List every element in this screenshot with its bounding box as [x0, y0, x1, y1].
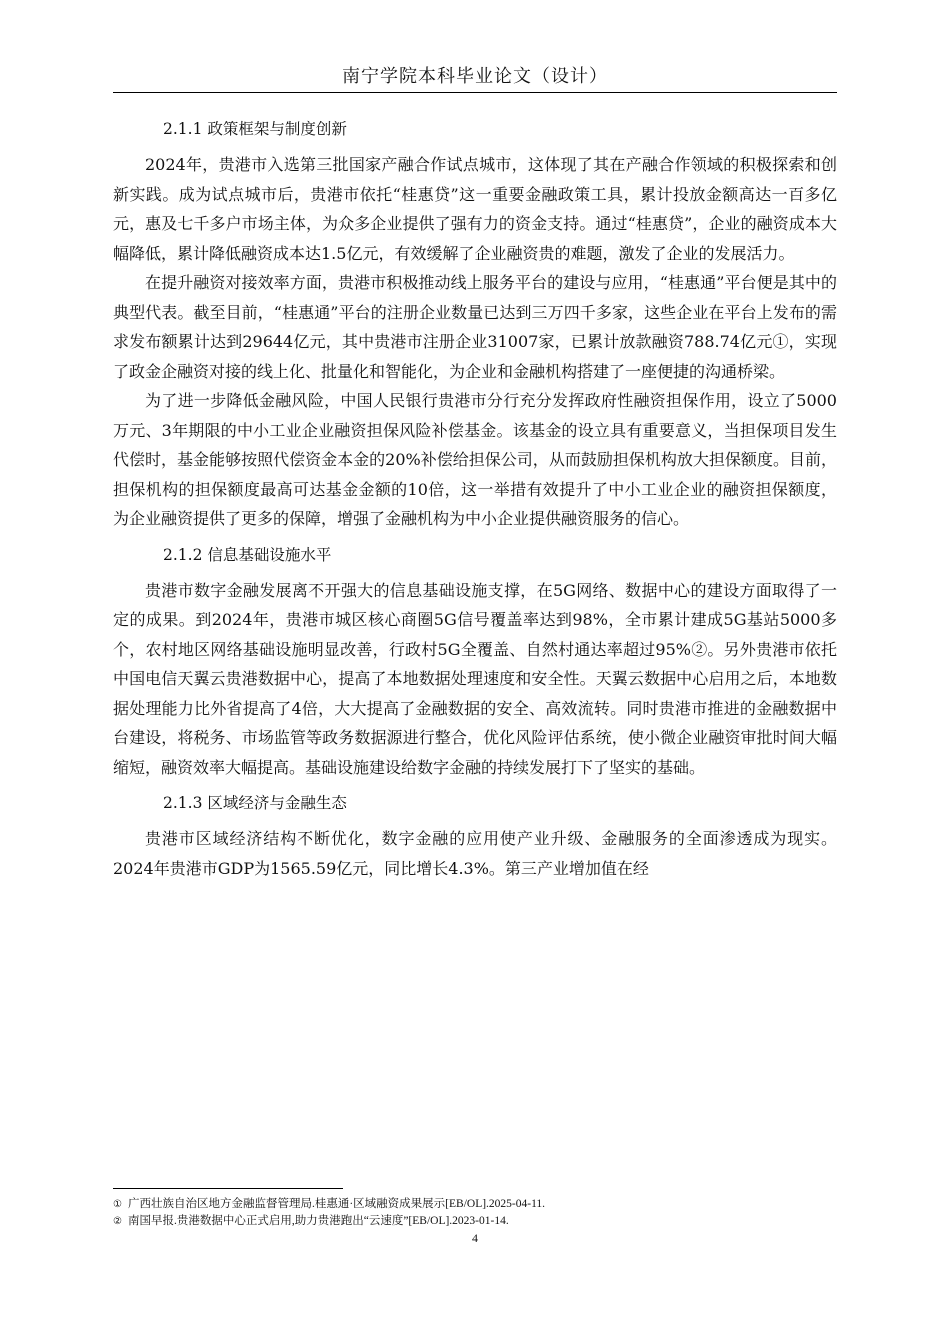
footnote-mark: ①	[113, 1199, 122, 1210]
section-heading: 2.1.1 政策框架与制度创新	[163, 120, 347, 138]
paragraph: 2024年，贵港市入选第三批国家产融合作试点城市，这体现了其在产融合作领域的积极探索和创新实践。成为试点城市后，贵港市依托“桂惠贷”这一重要金融政策工具，累计投放金额高达一百多亿元，惠及七千多户市场主体，为众多企业提供了强有力的资金支持。通过“桂惠贷”，企业的融资成本大幅降低，累计降低融资成本达1.5亿元，有效缓解了企业融资贵的难题，激发了企业的发展活力。	[113, 155, 837, 263]
paper-body	[113, 112, 837, 883]
footnote-item	[113, 1196, 837, 1213]
footnote-text: 广西壮族自治区地方金融监督管理局.桂惠通·区域融资成果展示[EB/OL].2025-04-11.	[127, 1198, 546, 1210]
section-2-1-1	[113, 112, 837, 534]
paragraph: 在提升融资对接效率方面，贵港市积极推动线上服务平台的建设与应用，“桂惠通”平台便是其中的典型代表。截至目前，“桂惠通”平台的注册企业数量已达到三万四千多家，这些企业在平台上发布的需求发布额累计达到29644亿元，其中贵港市注册企业31007家，已累计放款融资788.74亿元①，实现了政金企融资对接的线上化、批量化和智能化，为企业和金融机构搭建了一座便捷的沟通桥梁。	[113, 273, 837, 381]
paragraph: 贵港市数字金融发展离不开强大的信息基础设施支撑，在5G网络、数据中心的建设方面取得了一定的成果。到2024年，贵港市城区核心商圈5G信号覆盖率达到98%，全市累计建成5G基站5000多个，农村地区网络基础设施明显改善，行政村5G全覆盖、自然村通达率超过95%②。另外贵港市依托中国电信天翼云贵港数据中心，提高了本地数据处理速度和安全性。天翼云数据中心启用之后，本地数据处理能力比外省提高了4倍，大大提高了金融数据的安全、高效流转。同时贵港市推进的金融数据中台建设，将税务、市场监管等政务数据源进行整合，优化风险评估系统，使小微企业融资审批时间大幅缩短，融资效率大幅提高。基础设施建设给数字金融的持续发展打下了坚实的基础。	[113, 580, 837, 777]
page-number: 4	[472, 1231, 478, 1245]
section-2-1-2	[113, 538, 837, 783]
page-header-title: 南宁学院本科毕业论文（设计）	[342, 66, 608, 87]
footnote-item	[113, 1213, 837, 1230]
footnote-divider	[113, 1188, 343, 1189]
paragraph: 贵港市区域经济结构不断优化，数字金融的应用使产业升级、金融服务的全面渗透成为现实。2024年贵港市GDP为1565.59亿元，同比增长4.3%。第三产业增加值在经	[113, 829, 837, 878]
footnote-text: 南国早报.贵港数据中心正式启用,助力贵港跑出“云速度”[EB/OL].2023-01-14.	[127, 1215, 509, 1227]
header-divider	[113, 92, 837, 93]
section-heading: 2.1.3 区域经济与金融生态	[163, 794, 347, 812]
footnote-mark: ②	[113, 1216, 122, 1227]
paragraph: 为了进一步降低金融风险，中国人民银行贵港市分行充分发挥政府性融资担保作用，设立了5000万元、3年期限的中小工业企业融资担保风险补偿基金。该基金的设立具有重要意义，当担保项目发生代偿时，基金能够按照代偿资金本金的20%补偿给担保公司，从而鼓励担保机构放大担保额度。目前，担保机构的担保额度最高可达基金金额的10倍，这一举措有效提升了中小工业企业的融资担保额度，为企业融资提供了更多的保障，增强了金融机构为中小企业提供融资服务的信心。	[113, 391, 837, 528]
footnotes	[113, 1196, 837, 1230]
section-heading: 2.1.2 信息基础设施水平	[163, 545, 332, 564]
section-2-1-3	[113, 786, 837, 883]
